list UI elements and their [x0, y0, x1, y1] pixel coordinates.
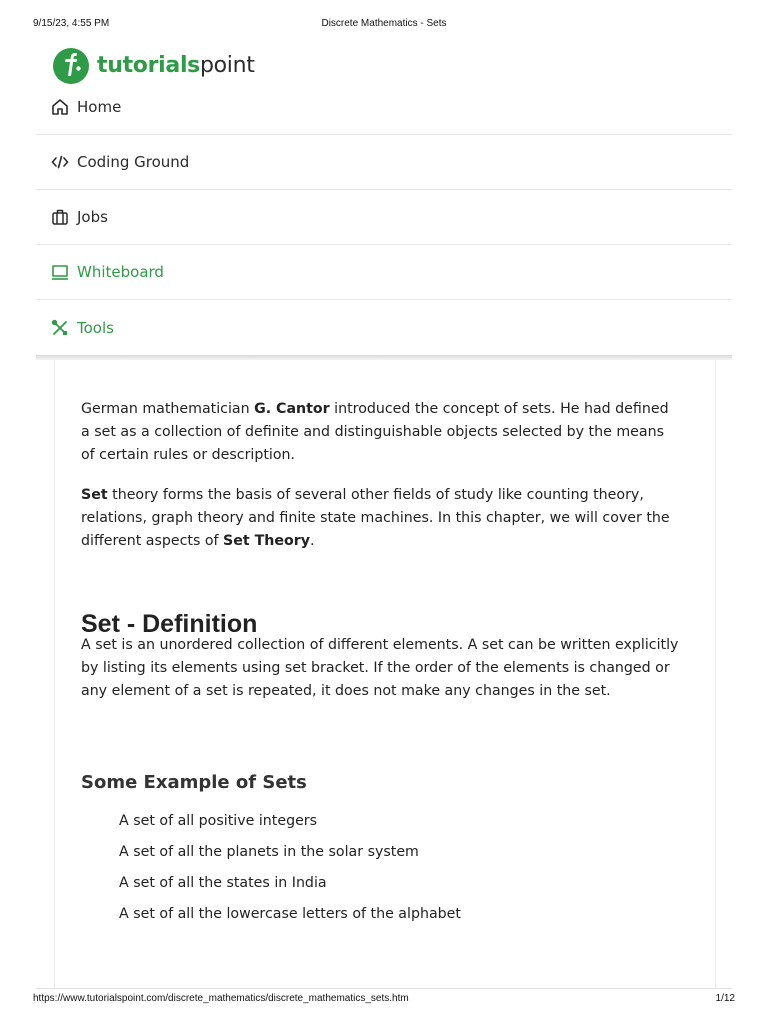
code-icon — [51, 153, 71, 171]
intro-paragraph — [81, 398, 681, 467]
nav-item-coding-ground[interactable] — [36, 135, 732, 190]
list-item: A set of all the lowercase letters of the alphabet — [119, 906, 461, 922]
set-theory-text: theory forms the basis of several other fields of study like counting theory, relations, graph theory and finite state machines. In this chapter, we will cover the different aspects of — [81, 487, 670, 549]
nav-item-tools[interactable] — [36, 300, 732, 355]
nav-item-label: Coding Ground — [77, 153, 190, 171]
print-header — [0, 18, 768, 32]
tools-icon — [51, 319, 71, 337]
nav-item-jobs[interactable] — [36, 190, 732, 245]
definition-heading: Set - Definition — [81, 609, 258, 638]
set-theory-term: Set Theory — [223, 533, 311, 549]
list-item: A set of all the states in India — [119, 875, 327, 891]
definition-paragraph: A set is an unordered collection of different elements. A set can be written explicitly by listing its elements using set bracket. If the order of the elements is changed or any element of a set is repeated, it does not make any changes in the set. — [81, 637, 679, 699]
nav-item-label: Tools — [77, 318, 114, 337]
whiteboard-icon — [51, 263, 71, 281]
set-theory-paragraph — [81, 484, 681, 553]
briefcase-icon — [51, 208, 71, 226]
tutorialspoint-logo[interactable] — [53, 48, 255, 84]
footer-divider — [36, 988, 732, 989]
page-url[interactable]: https://www.tutorialspoint.com/discrete_mathematics/discrete_mathematics_sets.htm — [33, 993, 409, 1004]
brand-light: point — [199, 53, 255, 78]
page-number: 1/12 — [715, 993, 735, 1004]
nav-item-home[interactable] — [36, 80, 732, 135]
nav-item-label: Home — [77, 98, 122, 116]
brand-bold: tutorials — [97, 53, 200, 78]
nav-item-label: Jobs — [77, 208, 108, 226]
list-item: A set of all positive integers — [119, 813, 318, 829]
nav-item-label: Whiteboard — [77, 263, 164, 281]
print-page-title: Discrete Mathematics - Sets — [321, 18, 447, 29]
cantor-name: G. Cantor — [254, 401, 330, 417]
tutorialspoint-logo-mark-icon — [53, 48, 89, 84]
intro-text-start: German mathematician — [81, 401, 255, 417]
brand-wordmark — [97, 55, 255, 77]
print-datetime: 9/15/23, 4:55 PM — [33, 18, 110, 29]
home-icon — [51, 98, 71, 116]
print-footer — [0, 993, 768, 1007]
examples-list — [119, 810, 461, 934]
set-term: Set — [81, 487, 108, 503]
set-theory-period: . — [310, 533, 315, 549]
list-item: A set of all the planets in the solar system — [119, 844, 419, 860]
main-nav — [36, 80, 732, 355]
examples-heading: Some Example of Sets — [81, 772, 307, 793]
intro-text-end: introduced the concept of sets. He had defined a set as a collection of definite and distinguishable objects selected by the means of certain rules or description. — [81, 401, 669, 463]
nav-item-whiteboard[interactable] — [36, 245, 732, 300]
